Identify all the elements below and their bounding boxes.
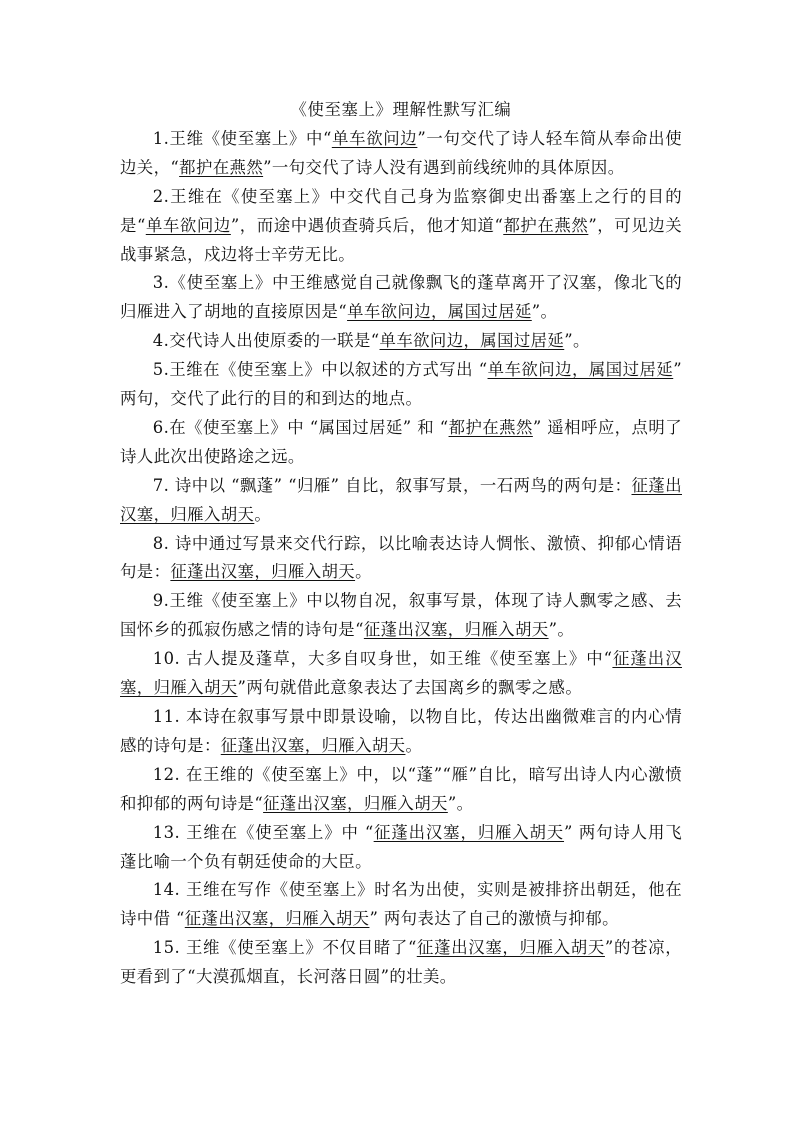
question-text: 王维在《使至塞上》中 “: [180, 822, 374, 842]
document-page: [120, 96, 682, 992]
answer-text: 单车欲问边，属国过居延: [347, 302, 532, 322]
question-text: ”两句就借此意象表达了去国离乡的飘零之感。: [237, 678, 583, 698]
answer-text: 征蓬出汉塞，归雁入胡天: [120, 475, 682, 524]
answer-text: 征蓬出汉塞，归雁入胡天: [363, 620, 549, 640]
question-number: 1.: [152, 128, 170, 148]
question-text: 在王维的《使至塞上》中，以“蓬”“雁”自比，暗写出诗人内心激愤和抑郁的两句诗是“: [120, 764, 682, 813]
answer-text: 征蓬出汉塞，归雁入胡天: [263, 793, 448, 813]
answer-text: 征蓬出汉塞，归雁入胡天: [120, 649, 682, 698]
question-text: 王维《使至塞上》不仅目睹了“: [180, 938, 417, 958]
question-item: [120, 183, 682, 270]
question-item: [120, 703, 682, 761]
question-text: 诗中以 “飘蓬” “归雁” 自比，叙事写景，一石两鸟的两句是：: [169, 475, 632, 495]
question-number: 9.: [152, 591, 170, 611]
question-item: [120, 761, 682, 819]
question-number: 14.: [152, 880, 181, 900]
question-number: 2.: [152, 186, 170, 206]
question-text: 诗中通过写景来交代行踪，以比喻表达诗人惆怅、激愤、抑郁心情语句是：: [120, 533, 682, 582]
question-number: 4.: [152, 331, 170, 351]
question-item: [120, 934, 682, 992]
question-text: ” 两句诗人用飞蓬比喻一个负有朝廷使命的大臣。: [120, 822, 682, 871]
question-number: 8.: [152, 533, 170, 553]
question-text: 王维《使至塞上》中“: [169, 128, 332, 148]
question-item: [120, 327, 682, 356]
question-text: 王维在《使至塞上》中交代自己身为监察御史出番塞上之行的目的是“: [120, 186, 682, 235]
question-text: ”一句交代了诗人轻车简从奉命出使边关，“: [120, 128, 683, 177]
question-text: 王维在写作《使至塞上》时名为出使，实则是被排挤出朝廷，他在诗中借 “: [120, 880, 682, 929]
question-number: 10.: [152, 649, 181, 669]
question-text: 在《使至塞上》中 “属国过居延” 和 “: [169, 417, 449, 437]
question-number: 15.: [152, 938, 181, 958]
question-text: ” 两句，交代了此行的目的和到达的地点。: [120, 360, 682, 409]
question-text: 。: [355, 562, 372, 582]
question-text: ”，而途中遇侦查骑兵后，他才知道“: [230, 215, 504, 235]
question-number: 6.: [152, 417, 170, 437]
question-text: ”一句交代了诗人没有遇到前线统帅的具体原因。: [263, 157, 625, 177]
question-text: 王维在《使至塞上》中以叙述的方式写出 “: [169, 360, 488, 380]
question-text: ”。: [564, 331, 590, 351]
question-text: ”，可见边关战事紧急，戍边将士辛劳无比。: [120, 215, 683, 264]
question-text: ”。: [447, 793, 474, 813]
answer-text: 单车欲问边，属国过居延: [487, 360, 674, 380]
question-number: 7.: [152, 475, 170, 495]
question-text: ”。: [548, 620, 575, 640]
question-item: [120, 472, 682, 530]
answer-text: 单车欲问边: [145, 215, 231, 235]
question-text: ”的苍凉，更看到了“大漠孤烟直，长河落日圆”的壮美。: [120, 938, 682, 987]
document-title: 《使至塞上》理解性默写汇编: [290, 100, 512, 119]
question-text: ”。: [531, 302, 558, 322]
question-text: 。: [405, 735, 423, 755]
answer-text: 征蓬出汉塞，归雁入胡天: [220, 735, 406, 755]
answer-text: 征蓬出汉塞，归雁入胡天: [170, 562, 356, 582]
question-item: [120, 587, 682, 645]
question-item: [120, 356, 682, 414]
question-number: 11.: [152, 707, 181, 727]
question-item: [120, 414, 682, 472]
question-text: 本诗在叙事写景中即景设喻，以物自比，传达出幽微难言的内心情感的诗句是：: [120, 707, 682, 755]
answer-text: 征蓬出汉塞，归雁入胡天: [416, 938, 605, 958]
question-text: ” 两句表达了自己的激愤与抑郁。: [369, 909, 619, 929]
question-text: 《使至塞上》中王维感觉自己就像飘飞的蓬草离开了汉塞，像北飞的归雁进入了胡地的直接原因是“: [120, 273, 682, 322]
answer-text: 都护在燕然: [448, 417, 533, 437]
answer-text: 征蓬出汉塞，归雁入胡天: [184, 909, 370, 929]
question-number: 3.: [152, 273, 170, 293]
question-number: 13.: [152, 822, 181, 842]
question-item: [120, 125, 682, 183]
question-item: [120, 645, 682, 703]
question-text: ” 遥相呼应，点明了诗人此次出使路途之远。: [120, 417, 683, 466]
question-item: [120, 819, 682, 877]
question-number: 5.: [152, 360, 170, 380]
answer-text: 都护在燕然: [179, 157, 264, 177]
question-item: [120, 530, 682, 588]
answer-text: 单车欲问边，属国过居延: [379, 331, 565, 351]
question-item: [120, 876, 682, 934]
answer-text: 单车欲问边: [331, 128, 418, 148]
question-text: 。: [254, 504, 272, 524]
answer-text: 都护在燕然: [503, 215, 589, 235]
question-text: 古人提及蓬草，大多自叹身世，如王维《使至塞上》中“: [180, 649, 613, 669]
question-text: 王维《使至塞上》中以物自况，叙事写景，体现了诗人飘零之感、去国怀乡的孤寂伤感之情的诗句是“: [120, 591, 682, 640]
question-text: 交代诗人出使原委的一联是“: [169, 331, 380, 351]
question-number: 12.: [152, 764, 181, 784]
question-list: [120, 125, 682, 992]
question-item: [120, 269, 682, 327]
answer-text: 征蓬出汉塞，归雁入胡天: [373, 822, 565, 842]
